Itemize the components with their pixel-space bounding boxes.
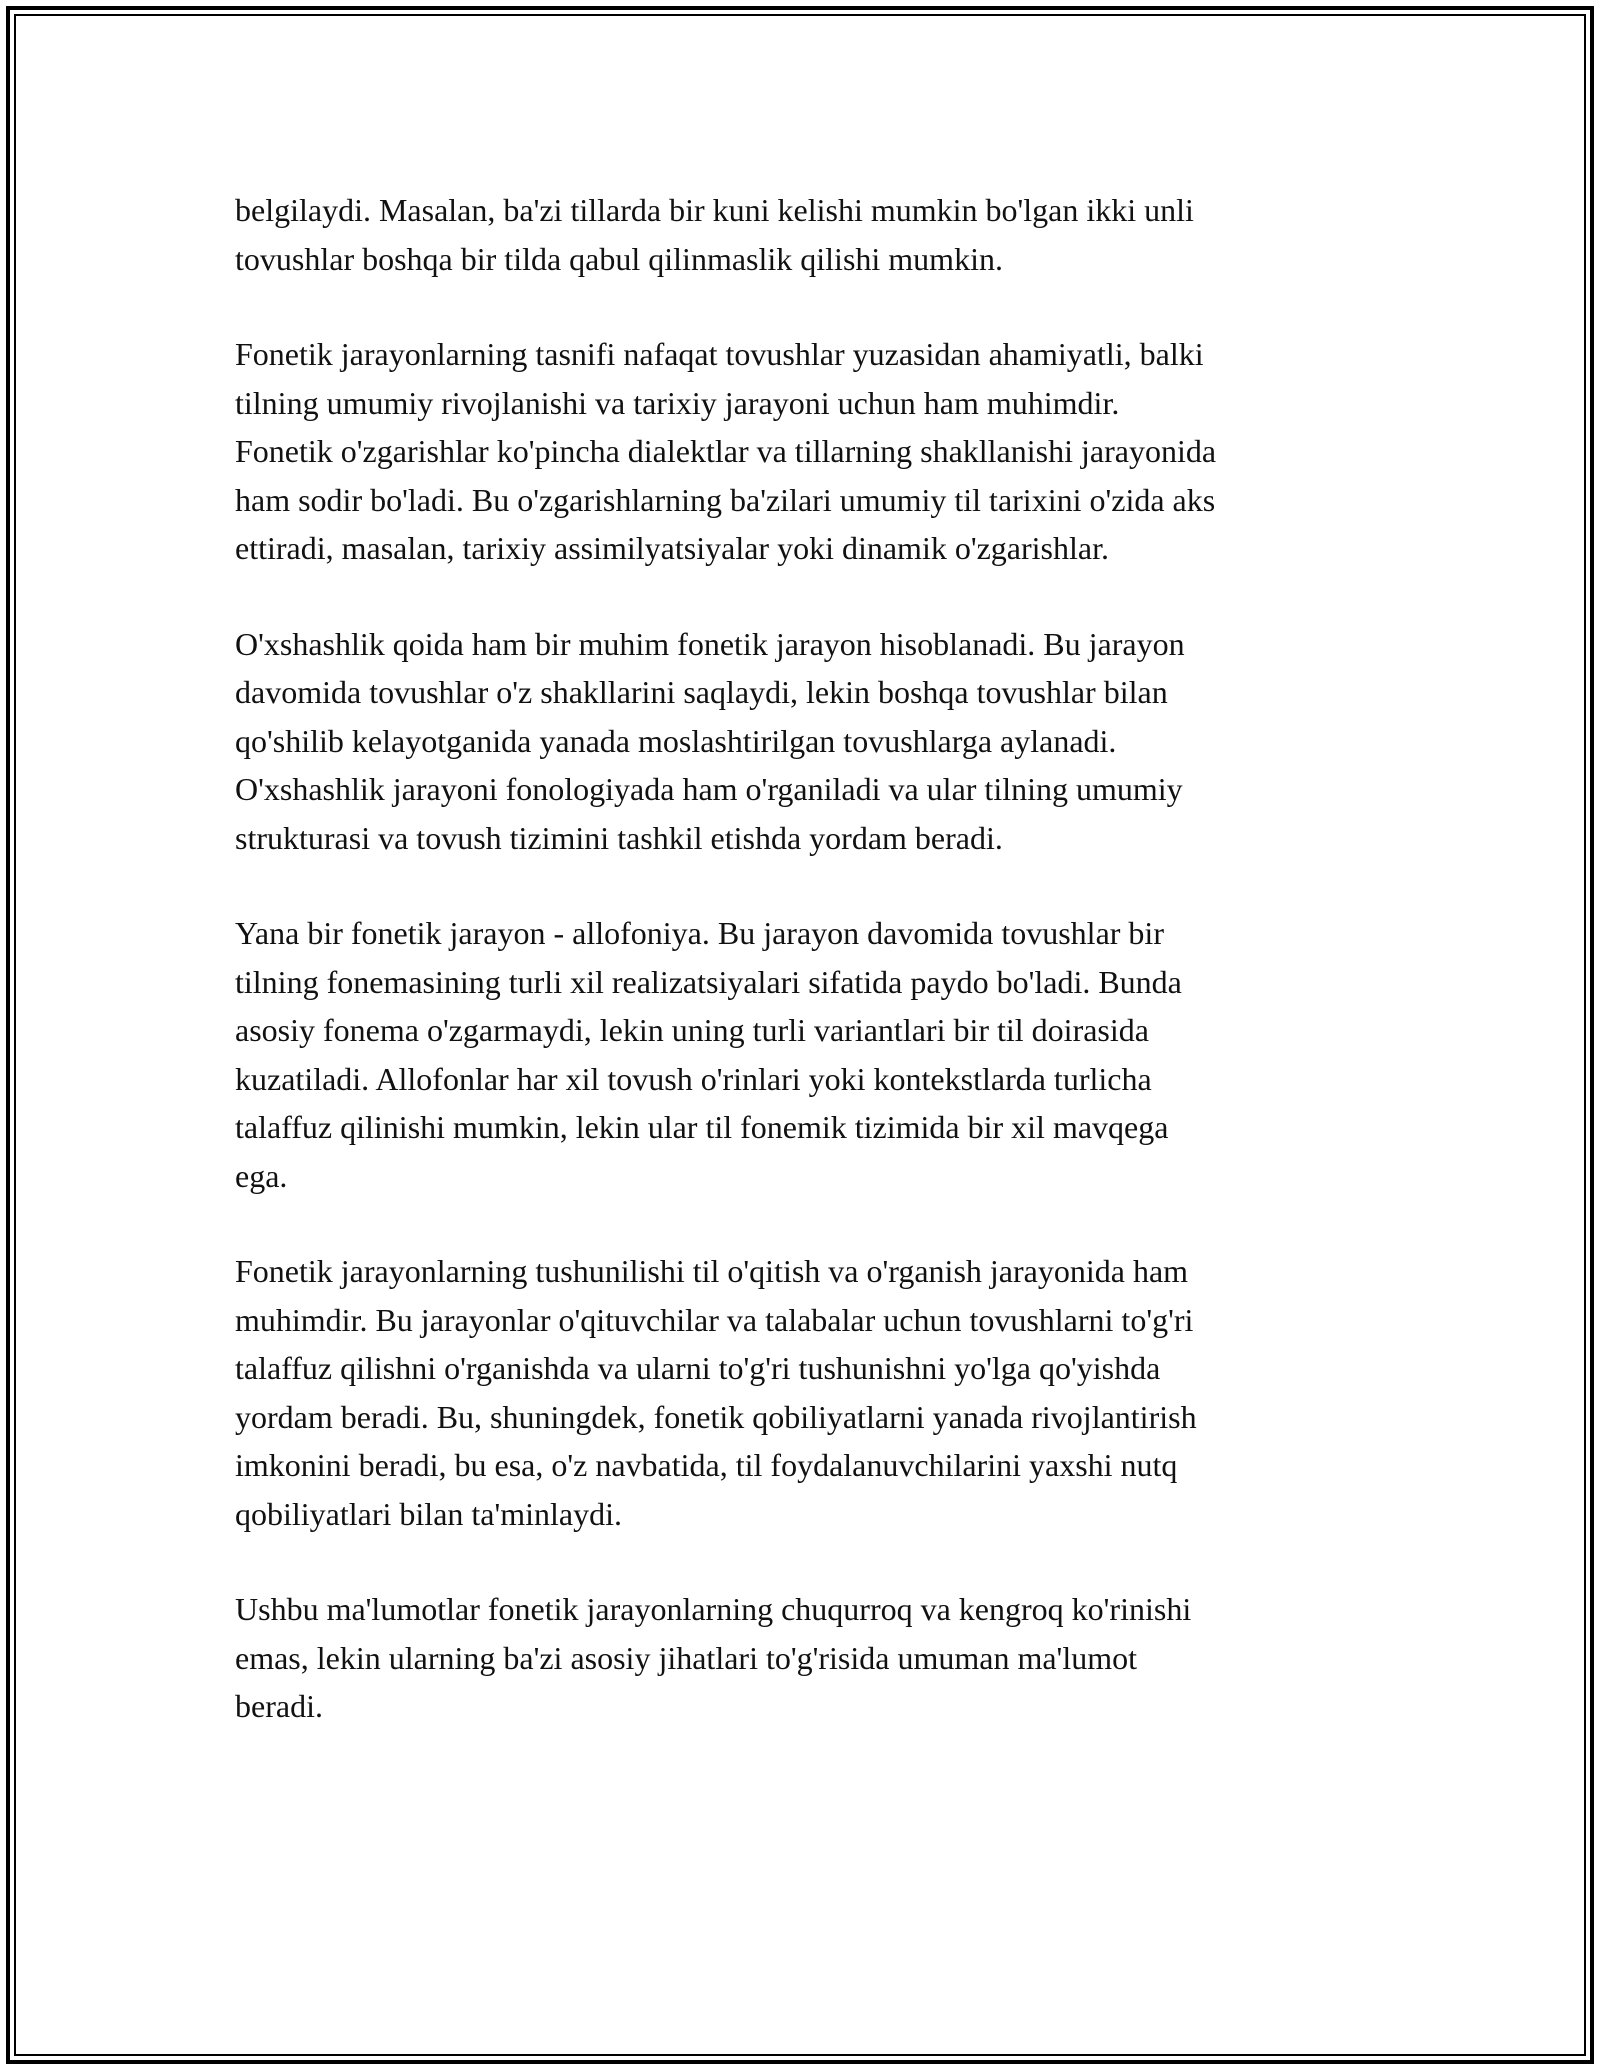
paragraph-5	[235, 1247, 1365, 1538]
text-line: imkonini beradi, bu esa, o'z navbatida, til foydalanuvchilarini yaxshi nutq	[235, 1447, 1178, 1483]
document-body	[235, 186, 1365, 1778]
text-line: yordam beradi. Bu, shuningdek, fonetik qobiliyatlarni yanada rivojlantirish	[235, 1398, 1197, 1435]
text-line: ham sodir bo'ladi. Bu o'zgarishlarning ba'zilari umumiy til tarixini o'zida aks	[235, 481, 1216, 518]
paragraph-3	[235, 620, 1365, 863]
text-line: Fonetik jarayonlarning tasnifi nafaqat tovushlar yuzasidan ahamiyatli, balki	[235, 336, 1204, 372]
text-line: O'xshashlik jarayoni fonologiyada ham o'rganiladi va ular tilning umumiy	[235, 771, 1183, 807]
text-line: O'xshashlik qoida ham bir muhim fonetik jarayon hisoblanadi. Bu jarayon	[235, 625, 1185, 662]
text-line: kuzatiladi. Allofonlar har xil tovush o'rinlari yoki kontekstlarda turlicha	[235, 1060, 1152, 1097]
text-line: muhimdir. Bu jarayonlar o'qituvchilar va talabalar uchun tovushlarni to'g'ri	[235, 1301, 1194, 1338]
text-line: ettiradi, masalan, tarixiy assimilyatsiyalar yoki dinamik o'zgarishlar.	[235, 530, 1109, 566]
text-line: talaffuz qilishni o'rganishda va ularni to'g'ri tushunishni yo'lga qo'yishda	[235, 1350, 1161, 1386]
paragraph-2	[235, 330, 1365, 573]
text-line: ega.	[235, 1157, 288, 1194]
text-line: Fonetik jarayonlarning tushunilishi til o'qitish va o'rganish jarayonida ham	[235, 1253, 1189, 1289]
paragraph-4	[235, 909, 1365, 1200]
text-line: strukturasi va tovush tizimini tashkil etishda yordam beradi.	[235, 819, 1003, 856]
text-line: asosiy fonema o'zgarmaydi, lekin uning turli variantlari bir til doirasida	[235, 1012, 1149, 1048]
text-line: davomida tovushlar o'z shakllarini saqlaydi, lekin boshqa tovushlar bilan	[235, 674, 1168, 710]
text-line: Yana bir fonetik jarayon - allofoniya. Bu jarayon davomida tovushlar bir	[235, 915, 1164, 951]
text-line: Fonetik o'zgarishlar ko'pincha dialektlar va tillarning shakllanishi jarayonida	[235, 433, 1217, 469]
text-line: tilning fonemasining turli xil realizatsiyalari sifatida paydo bo'ladi. Bunda	[235, 963, 1182, 1000]
text-line: belgilaydi. Masalan, ba'zi tillarda bir kuni kelishi mumkin bo'lgan ikki unli	[235, 192, 1194, 228]
text-line: tilning umumiy rivojlanishi va tarixiy jarayoni uchun ham muhimdir.	[235, 384, 1120, 421]
paragraph-1	[235, 186, 1365, 283]
text-line: qo'shilib kelayotganida yanada moslashtirilgan tovushlarga aylanadi.	[235, 722, 1117, 759]
text-line: emas, lekin ularning ba'zi asosiy jihatlari to'g'risida umuman ma'lumot	[235, 1639, 1137, 1676]
text-line: Ushbu ma'lumotlar fonetik jarayonlarning chuqurroq va kengroq ko'rinishi	[235, 1591, 1192, 1627]
text-line: tovushlar boshqa bir tilda qabul qilinmaslik qilishi mumkin.	[235, 240, 1003, 277]
text-line: talaffuz qilinishi mumkin, lekin ular til fonemik tizimida bir xil mavqega	[235, 1109, 1169, 1145]
paragraph-6	[235, 1585, 1365, 1731]
text-line: qobiliyatlari bilan ta'minlaydi.	[235, 1495, 623, 1532]
text-line: beradi.	[235, 1688, 323, 1724]
